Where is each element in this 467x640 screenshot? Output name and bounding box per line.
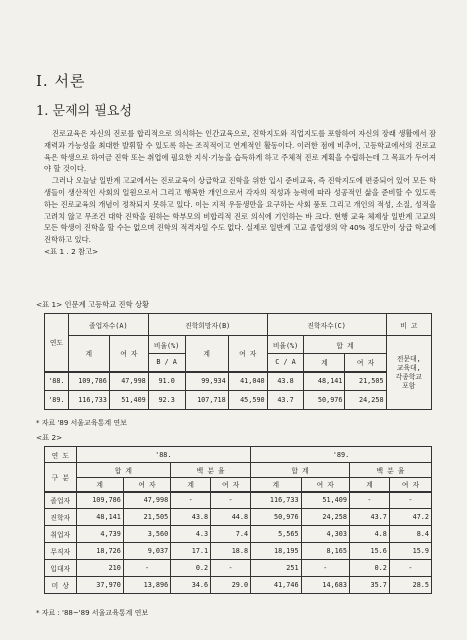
table-row (45, 577, 432, 594)
subsection-heading: 1. 문제의 필요성 (36, 104, 133, 119)
table2-h-sum: 합 계 (251, 463, 350, 478)
table-cell: 35.7 (349, 577, 389, 594)
table-cell: 9,037 (123, 543, 170, 560)
table-cell: 15.9 (389, 543, 431, 560)
table2-h-total: 계 (251, 478, 301, 492)
table2-h-female: 여 자 (301, 478, 349, 492)
table-cell: - (349, 492, 389, 509)
table1-enrolled-header: 진학자수(C) (267, 314, 386, 336)
table-cell: 109,786 (68, 372, 109, 391)
table1-applicants-header: 진학희망자(B) (148, 314, 267, 336)
table-cell: 92.3 (148, 391, 185, 410)
table-cell: 21,505 (123, 509, 170, 526)
section-heading: I. 서론 (36, 72, 86, 90)
table2-source: * 자료 : '88~'89 서울교육통계 연보 (36, 609, 149, 617)
table1-note-cell (386, 336, 431, 410)
table-cell: 4.3 (171, 526, 211, 543)
table2-h-pct: 백 분 율 (349, 463, 431, 478)
table-cell: 50,976 (304, 391, 345, 410)
table-cell: 17.1 (171, 543, 211, 560)
table-row (45, 526, 432, 543)
paragraph-2: 그러나 오늘날 일반계 고교에서는 진로교육이 상급학교 진학을 위한 입시 준비교육, 즉 진학지도에 편중되어 있어 모든 학생들이 생산적인 사회의 일원으로서 그리고 행복한 개인으로서 각자의 적성과 능력에 따라 성공적인 삶을 준비할 수 있도록 하는 진로교육의 개념이 정착되지 못하고 있다. 이는 지적 우등생만을 요구하는 사회 풍토 그리고 개인의 적성, 소질, 성적을 고려치 않고 무조건 대학 진학을 원하는 학부모의 비합리적 진로 의식에 기인하는 바 크다. 현행 교육 체제상 일반계 고교의 모든 학생이 진학을 할 수는 없으며 진학의 적격자일 수도 없다. 실제로 일반계 고교 졸업생의 약 40% 정도만이 상급 학교에 진학하고 있다. (44, 176, 436, 245)
table1-h-female: 여 자 (345, 354, 386, 372)
table-cell: 210 (76, 560, 123, 577)
table1-h-ratio-ba: B / A (148, 354, 185, 372)
table-cell: 8.4 (389, 526, 431, 543)
table-cell: 251 (251, 560, 301, 577)
table2-h-female: 여 자 (389, 478, 431, 492)
table-row (45, 492, 432, 509)
note-line: 포함 (402, 381, 416, 390)
table2-89-header: '89. (251, 447, 432, 463)
table-cell: 45,590 (228, 391, 267, 410)
table2-div-header: 구 분 (45, 463, 77, 492)
table-cell: 4.8 (349, 526, 389, 543)
table-cell: - (389, 492, 431, 509)
table-cell: 14,683 (301, 577, 349, 594)
table-cell: 34.6 (171, 577, 211, 594)
table-cell: 116,733 (251, 492, 301, 509)
table2-h-pct: 백 분 율 (171, 463, 251, 478)
table-cell: - (211, 560, 251, 577)
table-cell: 47.2 (389, 509, 431, 526)
table1-h-ratio-ca: C / A (267, 354, 304, 372)
table-cell: 41,746 (251, 577, 301, 594)
table-cell: 24,258 (345, 391, 386, 410)
table-cell: - (389, 560, 431, 577)
table1-caption: <표 1> 인문계 고등학교 진학 상황 (36, 300, 150, 309)
table2 (44, 446, 432, 594)
table1-h-female: 여 자 (109, 336, 148, 372)
table-cell: 5,565 (251, 526, 301, 543)
table-cell: 99,934 (185, 372, 228, 391)
table1-source: * 자료 '89 서울교육통계 연보 (36, 419, 127, 427)
table-cell: 29.0 (211, 577, 251, 594)
table-cell: 15.6 (349, 543, 389, 560)
note-line: 각종학교 (395, 372, 422, 381)
table1-year-header: 연도 (45, 314, 69, 372)
row-label: 진학자 (45, 509, 77, 526)
note-line: 전문대, (396, 354, 421, 363)
table2-h-total: 계 (349, 478, 389, 492)
table1-h-total: 계 (68, 336, 109, 372)
row-label: 취업자 (45, 526, 77, 543)
table-cell: 109,786 (76, 492, 123, 509)
table-cell: 0.2 (171, 560, 211, 577)
table-cell: 4,303 (301, 526, 349, 543)
table-cell: 13,896 (123, 577, 170, 594)
table-cell: 91.0 (148, 372, 185, 391)
table-cell: 8,165 (301, 543, 349, 560)
table2-88-header: '88. (76, 447, 251, 463)
table-cell: 47,998 (123, 492, 170, 509)
table2-h-female: 여 자 (123, 478, 170, 492)
table-cell: 24,258 (301, 509, 349, 526)
table1-h-sum: 합 계 (304, 336, 386, 354)
table-cell: 50,976 (251, 509, 301, 526)
table-cell: 47,998 (109, 372, 148, 391)
table-cell: 18,195 (251, 543, 301, 560)
table-cell: 48,141 (304, 372, 345, 391)
table-cell: 37,970 (76, 577, 123, 594)
table-cell: 21,505 (345, 372, 386, 391)
table1 (44, 313, 432, 410)
table1-note-header: 비 고 (386, 314, 431, 336)
table-cell: 0.2 (349, 560, 389, 577)
row-label: 입대자 (45, 560, 77, 577)
row-label: 무직자 (45, 543, 77, 560)
table-cell: 48,141 (76, 509, 123, 526)
row-label: 미 상 (45, 577, 77, 594)
table1-h-female: 여 자 (228, 336, 267, 372)
table-cell: 3,560 (123, 526, 170, 543)
reference-note: <표 1 . 2 참고> (44, 246, 99, 256)
paragraph-1: 진로교육은 자신의 진로를 합리적으로 의식하는 인간교육으로, 진학지도와 직업지도를 포함하여 자신의 장래 생활에서 잠재력과 가능성을 최대한 발휘할 수 있도록 하는 조직적이고 연계적인 활동이다. 이러한 점에 비추어, 고등학교에서의 진로교육은 학생으로 하여금 진학 또는 취업에 필요한 지식·기능을 습득하게 하고 주체적 진로 계획을 수립하는데 그 목표가 두어져야 할 것이다. (44, 129, 436, 174)
table2-h-sum: 합 계 (76, 463, 171, 478)
table-row (45, 509, 432, 526)
table2-h-total: 계 (171, 478, 211, 492)
table-cell: 28.5 (389, 577, 431, 594)
table-cell: '89. (45, 391, 69, 410)
table-row (45, 560, 432, 577)
table2-h-female: 여 자 (211, 478, 251, 492)
table2-body (45, 492, 432, 594)
table-cell: - (171, 492, 211, 509)
table2-caption: <표 2> (36, 433, 63, 442)
row-label: 졸업자 (45, 492, 77, 509)
table-cell: - (301, 560, 349, 577)
table-cell: - (123, 560, 170, 577)
table-cell: 18.8 (211, 543, 251, 560)
table-cell: '88. (45, 372, 69, 391)
table1-h-total: 계 (304, 354, 345, 372)
table-cell: 7.4 (211, 526, 251, 543)
table-cell: 51,409 (109, 391, 148, 410)
table-row (45, 543, 432, 560)
table-cell: 51,409 (301, 492, 349, 509)
table-cell: 4,739 (76, 526, 123, 543)
table1-grads-header: 졸업자수(A) (68, 314, 148, 336)
table-cell: - (211, 492, 251, 509)
table-cell: 18,726 (76, 543, 123, 560)
table-cell: 43.7 (267, 391, 304, 410)
table-cell: 44.8 (211, 509, 251, 526)
table2-year-header: 연 도 (45, 447, 77, 463)
table-cell: 43.8 (171, 509, 211, 526)
table1-h-total: 계 (185, 336, 228, 372)
table-cell: 43.7 (349, 509, 389, 526)
table1-h-ratio: 비율(%) (267, 336, 304, 354)
table-cell: 107,718 (185, 391, 228, 410)
table1-h-ratio: 비율(%) (148, 336, 185, 354)
table-cell: 43.8 (267, 372, 304, 391)
body-text (44, 128, 436, 258)
table-cell: 41,040 (228, 372, 267, 391)
note-line: 교육대, (396, 363, 421, 372)
table2-h-total: 계 (76, 478, 123, 492)
table-cell: 116,733 (68, 391, 109, 410)
